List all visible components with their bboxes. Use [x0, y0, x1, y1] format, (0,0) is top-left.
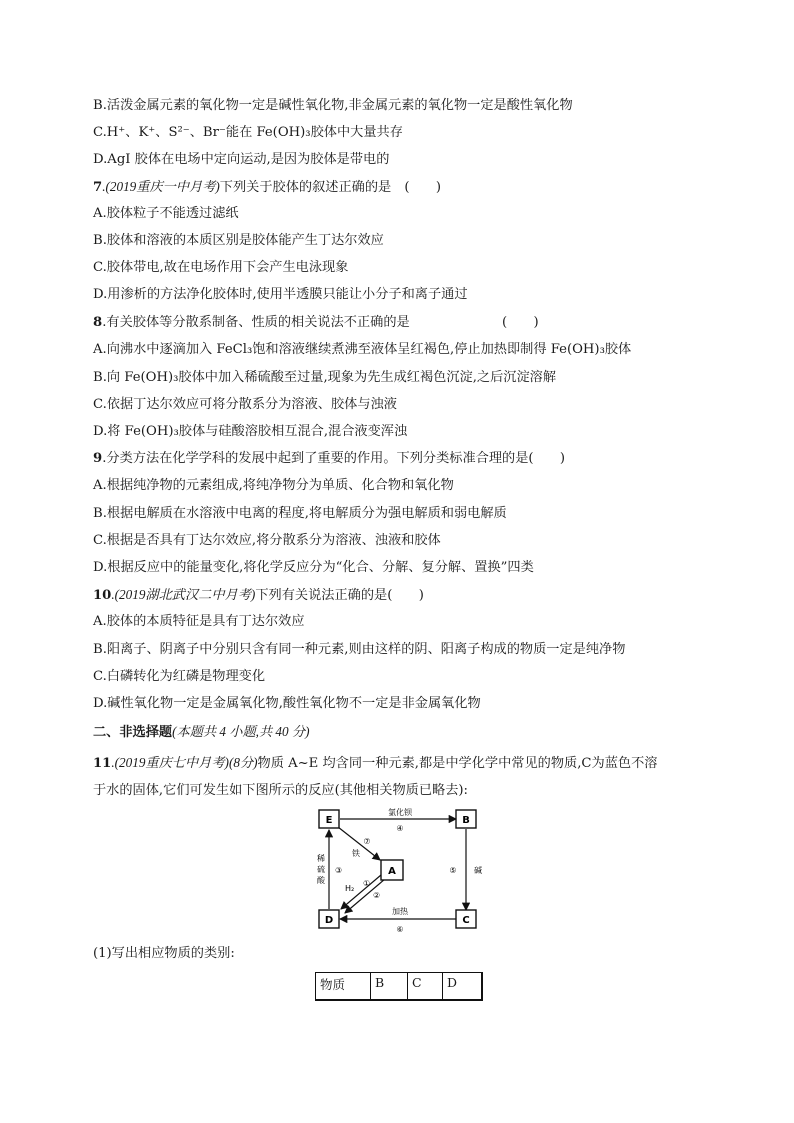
- label-heating: 加热: [392, 907, 408, 916]
- label-h2: H₂: [345, 884, 355, 893]
- q10-option-c: C.白磷转化为红磷是物理变化: [93, 669, 266, 684]
- node-b-label: B: [462, 815, 470, 826]
- section-two-note: (本题共 4 小题,共 40 分): [172, 724, 310, 739]
- q6-option-d: D.AgI 胶体在电场中定向运动,是因为胶体是带电的: [93, 152, 390, 167]
- q9-option-d: D.根据反应中的能量变化,将化学反应分为“化合、分解、复分解、置换”四类: [93, 560, 534, 575]
- q8-option-d: D.将 Fe(OH)₃胶体与硅酸溶胶相互混合,混合液变浑浊: [93, 424, 408, 439]
- reaction-diagram: [305, 803, 495, 938]
- q11-stem: [93, 754, 657, 773]
- q7-option-c: C.胶体带电,故在电场作用下会产生电泳现象: [93, 260, 349, 275]
- q11-number: 11: [93, 756, 112, 771]
- q8-text: .有关胶体等分散系制备、性质的相关说法不正确的是 ( ): [102, 315, 539, 330]
- q7-option-b: B.胶体和溶液的本质区别是胶体能产生丁达尔效应: [93, 233, 384, 248]
- q10-option-a: A.胶体的本质特征是具有丁达尔效应: [93, 614, 305, 629]
- q7-text: 下列关于胶体的叙述正确的是 ( ): [219, 180, 442, 195]
- substance-category-table: [315, 972, 483, 1001]
- q8-option-a: A.向沸水中逐滴加入 FeCl₃饱和溶液继续煮沸至液体呈红褐色,停止加热即制得 Fe(OH)₃胶体: [93, 342, 632, 357]
- q10-option-d: D.碱性氧化物一定是金属氧化物,酸性氧化物不一定是非金属氧化物: [93, 696, 481, 711]
- label-dilute-sulfuric-acid-2: 硫: [317, 865, 325, 874]
- q9-stem: [93, 450, 565, 468]
- label-dilute-sulfuric-acid-3: 酸: [317, 876, 325, 885]
- label-step-2: ②: [373, 891, 381, 900]
- table-header-substance: 物质: [316, 973, 371, 1001]
- section-two-heading: [93, 723, 310, 742]
- q9-number: 9: [93, 451, 103, 466]
- q8-stem: [93, 314, 539, 332]
- q11-text-1: 物质 A~E 均含同一种元素,都是中学化学中常见的物质,C为蓝色不溶: [257, 756, 658, 771]
- table-header-c: C: [408, 973, 443, 1001]
- node-d-label: D: [324, 915, 334, 926]
- q9-option-a: A.根据纯净物的元素组成,将纯净物分为单质、化合物和氧化物: [93, 478, 454, 493]
- label-step-6: ⑥: [396, 925, 404, 934]
- q10-text: 下列有关说法正确的是( ): [255, 588, 424, 603]
- q8-option-b: B.向 Fe(OH)₃胶体中加入稀硫酸至过量,现象为先生成红褐色沉淀,之后沉淀溶解: [93, 370, 557, 385]
- q9-option-c: C.根据是否具有丁达尔效应,将分散系分为溶液、浊液和胶体: [93, 533, 441, 548]
- label-step-5: ⑤: [449, 866, 457, 875]
- q10-number: 10: [93, 588, 112, 603]
- q7-number: 7: [93, 180, 103, 195]
- q11-text-2: 于水的固体,它们可发生如下图所示的反应(其他相关物质已略去):: [93, 783, 468, 798]
- label-dilute-sulfuric-acid: [317, 853, 328, 885]
- q10-source: .(2019湖北武汉二中月考): [111, 587, 256, 602]
- q9-option-b: B.根据电解质在水溶液中电离的程度,将电解质分为强电解质和弱电解质: [93, 506, 507, 521]
- q7-stem: [93, 178, 441, 197]
- q8-number: 8: [93, 315, 103, 330]
- node-c-label: C: [462, 915, 470, 926]
- q6-option-b: B.活泼金属元素的氧化物一定是碱性氧化物,非金属元素的氧化物一定是酸性氧化物: [93, 98, 573, 113]
- q8-option-c: C.依据丁达尔效应可将分散系分为溶液、胶体与浊液: [93, 397, 397, 412]
- q11-subquestion-1: (1)写出相应物质的类别:: [93, 946, 235, 961]
- table-header-b: B: [371, 973, 408, 1001]
- label-step-4: ④: [396, 824, 404, 833]
- table-row: [316, 973, 483, 1001]
- label-barium-chloride: 氯化钡: [388, 808, 412, 817]
- q7-option-d: D.用渗析的方法净化胶体时,使用半透膜只能让小分子和离子通过: [93, 287, 468, 302]
- q7-option-a: A.胶体粒子不能透过滤纸: [93, 206, 239, 221]
- label-dilute-sulfuric-acid-1: 稀: [317, 854, 325, 863]
- q7-source: .(2019重庆一中月考): [102, 179, 220, 194]
- q10-stem: [93, 586, 424, 605]
- label-base: 碱: [474, 866, 482, 875]
- q10-option-b: B.阳离子、阴离子中分别只含有同一种元素,则由这样的阴、阳离子构成的物质一定是纯净物: [93, 642, 626, 657]
- q9-text: .分类方法在化学学科的发展中起到了重要的作用。下列分类标准合理的是( ): [102, 451, 566, 466]
- q11-source: .(2019重庆七中月考)(8分): [111, 755, 258, 770]
- table-header-d: D: [443, 973, 483, 1001]
- label-iron: 铁: [352, 849, 360, 858]
- label-step-1: ①: [363, 879, 371, 888]
- q6-option-c: C.H⁺、K⁺、S²⁻、Br⁻能在 Fe(OH)₃胶体中大量共存: [93, 125, 403, 140]
- label-step-7: ⑦: [363, 837, 371, 846]
- node-e-label: E: [325, 815, 333, 826]
- label-step-3: ③: [335, 866, 343, 875]
- node-a-label: A: [388, 866, 396, 877]
- section-two-title: 二、非选择题: [93, 725, 173, 740]
